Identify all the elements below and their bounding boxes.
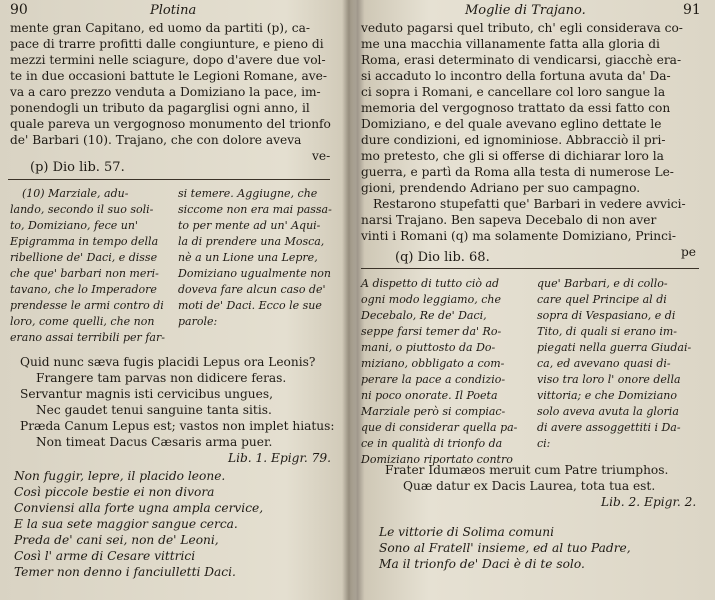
body-line: narsi Trajano. Ben sapeva Decebalo di non aver	[361, 213, 657, 227]
footnote-line: (10) Marziale, adu-	[22, 187, 129, 200]
body-line: vinti i Romani (q) ma solamente Domiziano, Princi-	[361, 229, 676, 243]
verse-line: Servantur magnis isti cervicibus ungues,	[20, 387, 273, 401]
body-line: mo pretesto, che gli si offerse di dichiarar loro la	[361, 149, 664, 163]
footnote-line: parole:	[178, 315, 218, 328]
verse-line: Conviensi alla forte ugna ampla cervice,	[14, 501, 264, 515]
footnote-line: si temere. Aggiugne, che	[178, 187, 318, 200]
footnote-line: Epigramma in tempo della	[10, 235, 159, 248]
footnote-rule	[8, 179, 330, 180]
footnote-line: Domiziano ugualmente non	[178, 267, 331, 280]
footnote-rule	[361, 268, 699, 269]
body-line: de' Barbari (10). Trajano, che con dolore aveva	[10, 133, 302, 147]
right-running-title: Moglie di Trajano.	[465, 3, 586, 18]
body-line: te in due occasioni battute le Legioni Romane, ave-	[10, 69, 327, 83]
body-line: ponendogli un tributo da pagarglisi ogni anno, il	[10, 101, 310, 115]
verse-line: Preda de' cani sei, non de' Leoni,	[14, 533, 219, 547]
footnote-line: lando, secondo il suo soli-	[10, 203, 154, 216]
footnote-line: seppe farsi temer da' Ro-	[361, 325, 502, 338]
footnote-line: viso tra loro l' onore della	[537, 373, 681, 386]
left-page-number: 90	[10, 2, 28, 18]
footnote-p: (p) Dio lib. 57.	[30, 160, 125, 175]
footnote-line: moti de' Daci. Ecco le sue	[178, 299, 322, 312]
body-line: si accaduto lo incontro della fortuna avuta da' Da-	[361, 69, 671, 83]
footnote-line: che que' barbari non meri-	[10, 267, 159, 280]
footnote-line: A dispetto di tutto ciò ad	[361, 277, 500, 290]
verse-line: Le vittorie di Solima comuni	[379, 525, 554, 539]
verse-line: Quæ datur ex Dacis Laurea, tota tua est.	[403, 479, 656, 493]
right-page-number: 91	[683, 2, 701, 18]
footnote-line: vittoria; e che Domiziano	[537, 389, 677, 402]
footnote-line: perare la pace a condizio-	[361, 373, 506, 386]
body-line: mente gran Capitano, ed uomo da partiti (p), ca-	[10, 21, 311, 35]
body-line: ve-	[312, 149, 331, 163]
footnote-line: ni poco onorate. Il Poeta	[361, 389, 498, 402]
body-line: Domiziano, e del quale avevano eglino dettate le	[361, 117, 662, 131]
footnote-line: miziano, obbligato a com-	[361, 357, 505, 370]
footnote-line: Marziale però si compiac-	[361, 405, 506, 418]
verse-line: Così l' arme di Cesare vittrici	[14, 549, 196, 563]
body-line: Roma, erasi determinato di vendicarsi, giacchè era-	[361, 53, 682, 67]
footnote-line: la di prendere una Mosca,	[178, 235, 325, 248]
verse-line: Quid nunc sæva fugis placidi Lepus ora Leonis?	[20, 355, 316, 369]
footnote-line: que' Barbari, e di collo-	[537, 277, 668, 290]
body-line: guerra, e partì da Roma alla testa di numerose Le-	[361, 165, 674, 179]
body-line: mezzi termini nelle sciagure, dopo d'avere due vol-	[10, 53, 326, 67]
verse-line: Non fuggir, lepre, il placido leone.	[14, 469, 226, 483]
footnote-line: di avere assoggettiti i Da-	[537, 421, 681, 434]
footnote-line: to, Domiziano, fece un'	[10, 219, 138, 232]
footnote-line: mani, o piuttosto da Do-	[361, 341, 496, 354]
verse-citation: Lib. 2. Epigr. 2.	[601, 495, 697, 509]
footnote-line: ce in qualità di trionfo da	[361, 437, 503, 450]
footnote-line: tavano, che lo Imperadore	[10, 283, 157, 296]
verse-line: E la sua sete maggior sangue cerca.	[14, 517, 238, 531]
verse-line: Temer non denno i fanciulletti Daci.	[14, 565, 236, 579]
body-line: va a caro prezzo venduta a Domiziano la pace, im-	[10, 85, 321, 99]
footnote-line: ogni modo leggiamo, che	[361, 293, 501, 306]
footnote-line: solo aveva avuta la gloria	[537, 405, 679, 418]
footnote-q: (q) Dio lib. 68.	[395, 250, 490, 265]
verse-line: Præda Canum Lepus est; vastos non implet hiatus:	[20, 419, 335, 433]
body-line: me una macchia villanamente fatta alla gloria di	[361, 37, 660, 51]
footnote-line: piegati nella guerra Giudai-	[537, 341, 692, 354]
body-line: ci sopra i Romani, e cancellare col loro sangue la	[361, 85, 666, 99]
verse-line: Non timeat Dacus Cæsaris arma puer.	[36, 435, 273, 449]
footnote-line: siccome non era mai passa-	[178, 203, 332, 216]
body-line: gioni, prendendo Adriano per suo campagno.	[361, 181, 641, 195]
footnote-line: ca, ed avevano quasi di-	[537, 357, 671, 370]
right-page	[355, 0, 715, 600]
footnote-line: Decebalo, Re de' Daci,	[361, 309, 487, 322]
verse-line: Sono al Fratell' insieme, ed al tuo Padre,	[379, 541, 631, 555]
body-line: memoria del vergognoso trattato da essi fatto con	[361, 101, 671, 115]
footnote-line: to per mente ad un' Aqui-	[178, 219, 321, 232]
left-running-title: Plotina	[150, 3, 197, 18]
footnote-line: sopra di Vespasiano, e di	[537, 309, 676, 322]
left-page	[0, 0, 345, 600]
footnote-line: Domiziano riportato contro	[361, 453, 513, 466]
footnote-line: ribellione de' Daci, e disse	[10, 251, 158, 264]
verse-line: Così piccole bestie ei non divora	[14, 485, 215, 499]
footnote-line: nè a un Lione una Lepre,	[178, 251, 318, 264]
footnote-line: prendesse le armi contro di	[10, 299, 164, 312]
verse-line: Ma il trionfo de' Daci è di te solo.	[379, 557, 585, 571]
body-line: quale pareva un vergognoso monumento del trionfo	[10, 117, 331, 131]
verse-line: Frangere tam parvas non didicere feras.	[36, 371, 287, 385]
footnote-line: care quel Principe al di	[537, 293, 667, 306]
footnote-line: doveva fare alcun caso de'	[178, 283, 326, 296]
footnote-line: que di considerar quella pa-	[361, 421, 518, 434]
footnote-line: ci:	[537, 437, 551, 450]
body-line: pe	[681, 245, 697, 259]
verse-line: Frater Idumæos meruit cum Patre triumphos.	[385, 463, 669, 477]
verse-line: Nec gaudet tenui sanguine tanta sitis.	[36, 403, 272, 417]
footnote-line: erano assai terribili per far-	[10, 331, 165, 344]
body-line: Restarono stupefatti que' Barbari in vedere avvici-	[373, 197, 686, 211]
body-line: veduto pagarsi quel tributo, ch' egli considerava co-	[361, 21, 683, 35]
footnote-line: loro, come quelli, che non	[10, 315, 155, 328]
verse-citation: Lib. 1. Epigr. 79.	[228, 451, 332, 465]
footnote-line: Tito, di quali si erano im-	[537, 325, 678, 338]
body-line: dure condizioni, ed ignominiose. Abbracciò il pri-	[361, 133, 666, 147]
body-line: pace di trarre profitti dalle congiunture, e pieno di	[10, 37, 324, 51]
